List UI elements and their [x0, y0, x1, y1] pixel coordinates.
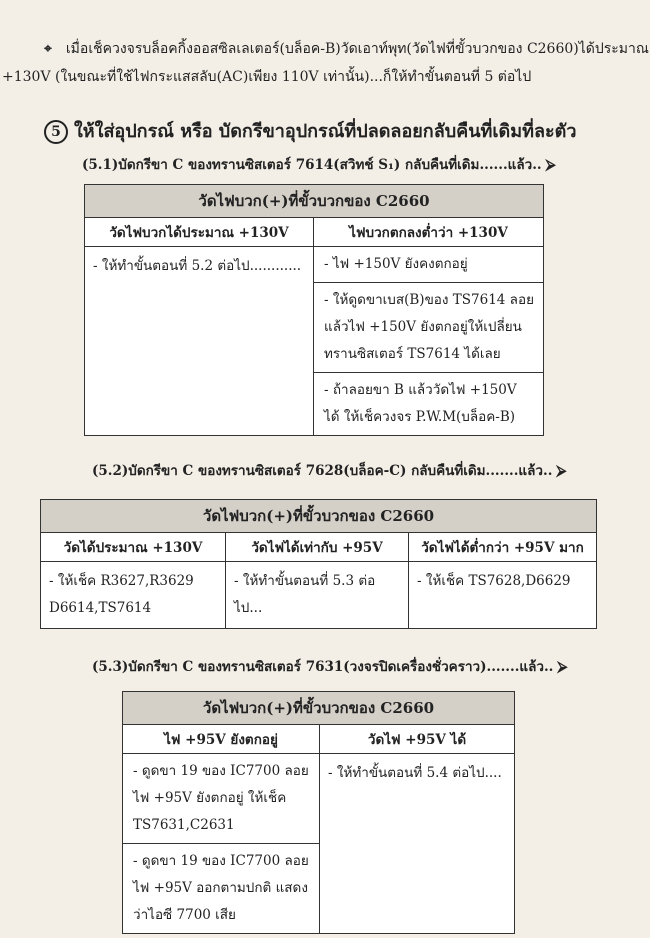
- cell-text: - ถ้าลอยขา B แล้ววัดไฟ +150V ได้ ให้เช็ควงจร P.W.M(บล็อค-B): [314, 372, 543, 435]
- crosshair-icon: ⌖: [44, 41, 52, 57]
- cell-text: - ให้ทำขั้นตอนที่ 5.4 ต่อไป....: [328, 765, 502, 781]
- cell-text: - ให้เช็ค TS7628,D6629: [417, 573, 571, 589]
- column-header: วัดไฟได้เท่ากับ +95V: [226, 533, 409, 562]
- arrow-icon: ⮚: [556, 463, 567, 479]
- table-title: วัดไฟบวก(+)ที่ขั้วบวกของ C2660: [123, 692, 515, 725]
- sub-heading-5-3-text: (5.3)บัดกรีขา C ของทรานซิสเตอร์ 7631(วงจรปิดเครื่องชั่วคราว).......แล้ว..: [92, 659, 554, 675]
- table-cell: [226, 562, 409, 629]
- sub-heading-5-1-text: (5.1)บัดกรีขา C ของทรานซิสเตอร์ 7614(สวิทช์ S₁) กลับคืนที่เดิม......แล้ว..: [82, 157, 542, 173]
- sub-heading-5-3: [92, 655, 567, 677]
- intro-line-1: [44, 38, 649, 60]
- table-cell: [409, 562, 597, 629]
- cell-text: - ดูดขา 19 ของ IC7700 ลอย ไฟ +95V ออกตามปกติ แสดงว่าไอซี 7700 เสีย: [123, 843, 319, 933]
- sub-heading-5-2: [92, 459, 566, 481]
- cell-text: - ให้ดูดขาเบส(B)ของ TS7614 ลอย แล้วไฟ +150V ยังตกอยู่ให้เปลี่ยน ทรานซิสเตอร์ TS7614 ได้เลย: [314, 282, 543, 372]
- table-title: วัดไฟบวก(+)ที่ขั้วบวกของ C2660: [41, 500, 597, 533]
- table-cell: [41, 562, 226, 629]
- cell-text: - ให้ทำขั้นตอนที่ 5.3 ต่อไป...: [234, 573, 376, 616]
- table-cell: [85, 247, 314, 436]
- arrow-icon: ⮚: [557, 659, 568, 675]
- column-header: ไฟ +95V ยังตกอยู่: [123, 725, 320, 754]
- table-5-2: [40, 499, 597, 629]
- section-title: ให้ใส่อุปกรณ์ หรือ บัดกรีขาอุปกรณ์ที่ปลดลอยกลับคืนที่เดิมที่ละตัว: [74, 121, 577, 142]
- table-title: วัดไฟบวก(+)ที่ขั้วบวกของ C2660: [85, 185, 544, 218]
- intro-text-1: เมื่อเช็ควงจรบล็อคกิ้งออสซิลเลเตอร์(บล็อค-B)วัดเอาท์พุท(วัดไฟที่ขั้วบวกของ C2660)ได้ประมาณ: [65, 41, 649, 57]
- column-header: ไฟบวกตกลงต่ำว่า +130V: [314, 218, 544, 247]
- table-cell: [314, 247, 544, 436]
- cell-text: - ไฟ +150V ยังคงตกอยู่: [324, 256, 468, 272]
- cell-stack: [123, 754, 319, 933]
- column-header: วัดไฟบวกได้ประมาณ +130V: [85, 218, 314, 247]
- table-5-3: [122, 691, 515, 934]
- cell-text: - ดูดขา 19 ของ IC7700 ลอย ไฟ +95V ยังตกอยู่ ให้เช็ค TS7631,C2631: [133, 763, 309, 833]
- table-5-1: [84, 184, 544, 436]
- column-header: วัดได้ประมาณ +130V: [41, 533, 226, 562]
- table-cell: [123, 754, 320, 934]
- sub-heading-5-1: [82, 153, 556, 175]
- cell-text: - ให้เช็ค R3627,R3629 D6614,TS7614: [49, 573, 194, 616]
- arrow-icon: ⮚: [545, 157, 556, 173]
- section-number: 5: [44, 120, 68, 144]
- section-heading: [44, 116, 576, 145]
- column-header: วัดไฟ +95V ได้: [320, 725, 515, 754]
- intro-line-2: +130V (ในขณะที่ใช้ไฟกระแสสลับ(AC)เพียง 110V เท่านั้น)...ก็ให้ทำขั้นตอนที่ 5 ต่อไป: [2, 69, 532, 85]
- sub-heading-5-2-text: (5.2)บัดกรีขา C ของทรานซิสเตอร์ 7628(บล็อค-C) กลับคืนที่เดิม.......แล้ว..: [92, 463, 553, 479]
- table-cell: [320, 754, 515, 934]
- cell-stack: [314, 247, 543, 435]
- cell-text: - ให้ทำขั้นตอนที่ 5.2 ต่อไป............: [93, 258, 302, 274]
- column-header: วัดไฟได้ต่ำกว่า +95V มาก: [409, 533, 597, 562]
